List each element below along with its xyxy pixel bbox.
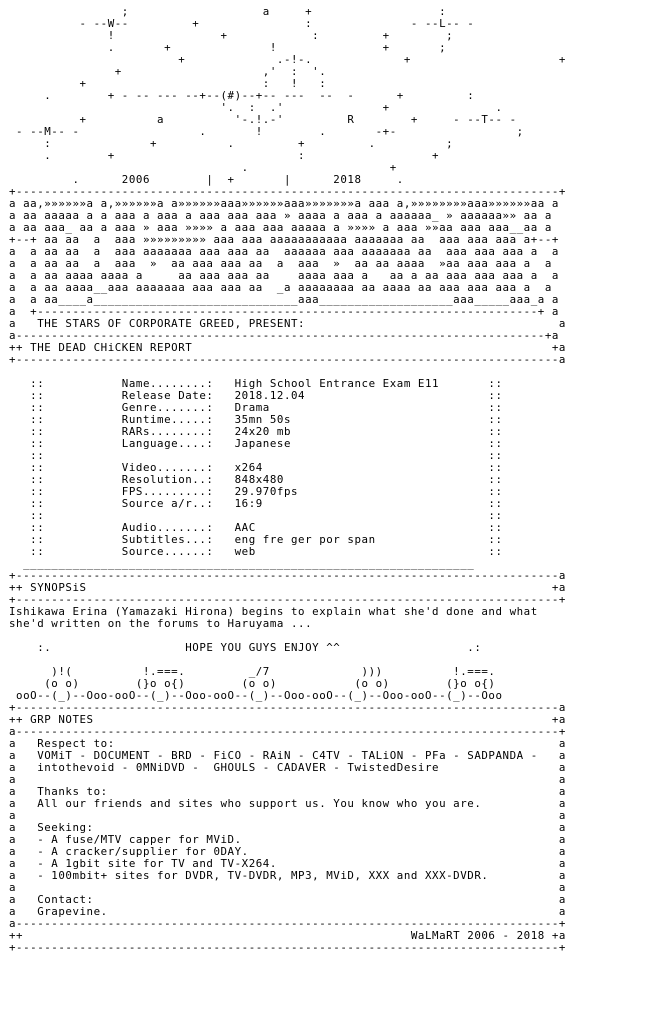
nfo-line: +-----------------------------------------------------------------------------a	[9, 353, 566, 366]
nfo-line: :: Language....: Japanese ::	[9, 437, 503, 450]
nfo-line: )!( !.===. _/7 ))) !.===.	[9, 665, 496, 678]
nfo-line: ________________________________________________________________	[9, 557, 475, 570]
nfo-line: a THE STARS OF CORPORATE GREED, PRESENT: a	[9, 317, 566, 330]
nfo-line: : + . + . ;	[9, 137, 454, 150]
nfo-line: a Respect to: a	[9, 737, 566, 750]
nfo-line: ooO--(_)--Ooo-ooO--(_)--Ooo-ooO--(_)--Ooo-ooO--(_)--Ooo-ooO--(_)--Ooo	[9, 689, 503, 702]
nfo-line: a a	[9, 773, 566, 786]
nfo-line: ++ SYNOPSiS +a	[9, 581, 566, 594]
nfo-line: ; a + :	[9, 5, 447, 18]
nfo-line: a a	[9, 881, 566, 894]
nfo-line: :: Video.......: x264 ::	[9, 461, 503, 474]
nfo-line: . +	[9, 161, 397, 174]
nfo-line: a - 100mbit+ sites for DVDR, TV-DVDR, MP3, MViD, XXX and XXX-DVDR. a	[9, 869, 566, 882]
nfo-line: +-----------------------------------------------------------------------------a	[9, 701, 566, 714]
nfo-line: . 2006 | + | 2018 .	[9, 173, 404, 186]
nfo-line: a---------------------------------------------------------------------------+a	[9, 329, 559, 342]
nfo-line: :: Source a/r..: 16:9 ::	[9, 497, 503, 510]
nfo-line: a intothevoid - 0MNiDVD - GHOULS - CADAVER - TwistedDesire a	[9, 761, 566, 774]
nfo-line: a a aa aaaa aaaa a aa aaa aaa aa aaaa aaa a aa a aa aaa aaa aaa a a	[9, 269, 559, 282]
nfo-line: a - A 1gbit site for TV and TV-X264. a	[9, 857, 566, 870]
nfo-line: :: Runtime.....: 35mn 50s ::	[9, 413, 503, 426]
nfo-line: :: Genre.......: Drama ::	[9, 401, 503, 414]
nfo-line: + : ! :	[9, 77, 327, 90]
nfo-line: a aa aaa_ aa a aaa » aaa »»»» a aaa aaa aaaaa a »»»» a aaa »»aa aaa aaa__aa a	[9, 221, 552, 234]
nfo-line: :: FPS.........: 29.970fps ::	[9, 485, 503, 498]
nfo-line: a All our friends and sites who support us. You know who you are. a	[9, 797, 566, 810]
nfo-line: :. HOPE YOU GUYS ENJOY ^^ .:	[9, 641, 482, 654]
nfo-line: a a aa aa a aaa aaaaaaa aaa aaa aa aaaaaa aaa aaaaaaa aa aaa aaa aaa a a	[9, 245, 559, 258]
nfo-line: . + : +	[9, 149, 440, 162]
nfo-line: :: Source......: web ::	[9, 545, 503, 558]
nfo-line: +-----------------------------------------------------------------------------+	[9, 941, 566, 954]
nfo-line: a aa aaaaa a a aaa a aaa a aaa aaa aaa » aaaa a aaa a aaaaaa_ » aaaaaa»» aa a	[9, 209, 552, 222]
nfo-line: :: ::	[9, 509, 503, 522]
nfo-line: a a	[9, 809, 566, 822]
nfo-line: :: Audio.......: AAC ::	[9, 521, 503, 534]
nfo-line: a Grapevine. a	[9, 905, 566, 918]
nfo-line: a a aa aaaa__aaa aaaaaaa aaa aaa aa _a aaaaaaaa aa aaaa aa aaa aaa aaa a a	[9, 281, 552, 294]
nfo-line: a VOMiT - DOCUMENT - BRD - FiCO - RAiN - C4TV - TALiON - PFa - SADPANDA - a	[9, 749, 566, 762]
nfo-line: a Seeking: a	[9, 821, 566, 834]
nfo-line: :: Resolution..: 848x480 ::	[9, 473, 503, 486]
nfo-line: :: Release Date: 2018.12.04 ::	[9, 389, 503, 402]
nfo-line: + ,' : '.	[9, 65, 327, 78]
nfo-line: :: RARs........: 24x20 mb ::	[9, 425, 503, 438]
nfo-line: (o o) (}o o{) (o o) (o o) (}o o{)	[9, 677, 496, 690]
nfo-line: ! + : + ;	[9, 29, 454, 42]
nfo-line: a Contact: a	[9, 893, 566, 906]
nfo-line: - --W-- + : - --L-- -	[9, 17, 475, 30]
nfo-line: :: ::	[9, 449, 503, 462]
nfo-line: +-----------------------------------------------------------------------------+	[9, 593, 566, 606]
nfo-line: a - A cracker/supplier for 0DAY. a	[9, 845, 566, 858]
nfo-line: + a '-.!.-' R + - --T-- -	[9, 113, 517, 126]
nfo-line: a aa,»»»»»»a a,»»»»»»a a»»»»»»aaa»»»»»»aaa»»»»»»»a aaa a,»»»»»»»»aaa»»»»»»aa a	[9, 197, 559, 210]
nfo-line: she'd written on the forums to Haruyama ...	[9, 617, 313, 630]
nfo-line: a - A fuse/MTV capper for MViD. a	[9, 833, 566, 846]
nfo-line: +-----------------------------------------------------------------------------a	[9, 569, 566, 582]
nfo-line: a +-----------------------------------------------------------------------+ a	[9, 305, 559, 318]
nfo-line: - --M-- - . ! . -+- ;	[9, 125, 524, 138]
nfo-line: :: Subtitles...: eng fre ger por span ::	[9, 533, 503, 546]
nfo-line: +-----------------------------------------------------------------------------+	[9, 185, 566, 198]
nfo-line: . + - -- --- --+--(#)--+-- --- -- - + :	[9, 89, 475, 102]
nfo-line: + .-!-. + +	[9, 53, 566, 66]
nfo-line: a a aa____a_____________________________aaa___________________aaa_____aaa_a a	[9, 293, 559, 306]
nfo-line: a Thanks to: a	[9, 785, 566, 798]
nfo-line: +--+ aa aa a aaa »»»»»»»»» aaa aaa aaaaaaaaaaa aaaaaaa aa aaa aaa aaa a+--+	[9, 233, 559, 246]
nfo-line: Ishikawa Erina (Yamazaki Hirona) begins to explain what she'd done and what	[9, 605, 538, 618]
nfo-line: ++ WaLMaRT 2006 - 2018 +a	[9, 929, 566, 942]
nfo-line: ++ GRP NOTES +a	[9, 713, 566, 726]
nfo-line: a-----------------------------------------------------------------------------+	[9, 917, 566, 930]
nfo-line: a a aa aa a aaa » aa aaa aaa aa a aaa » aa aa aaaa »aa aaa aaa a a	[9, 257, 552, 270]
nfo-line: a-----------------------------------------------------------------------------+	[9, 725, 566, 738]
nfo-line: :: Name........: High School Entrance Exam E11 ::	[9, 377, 503, 390]
nfo-line: '. : .' + .	[9, 101, 503, 114]
nfo-line: ++ THE DEAD CHiCKEN REPORT +a	[9, 341, 566, 354]
nfo-line: . + ! + ;	[9, 41, 447, 54]
